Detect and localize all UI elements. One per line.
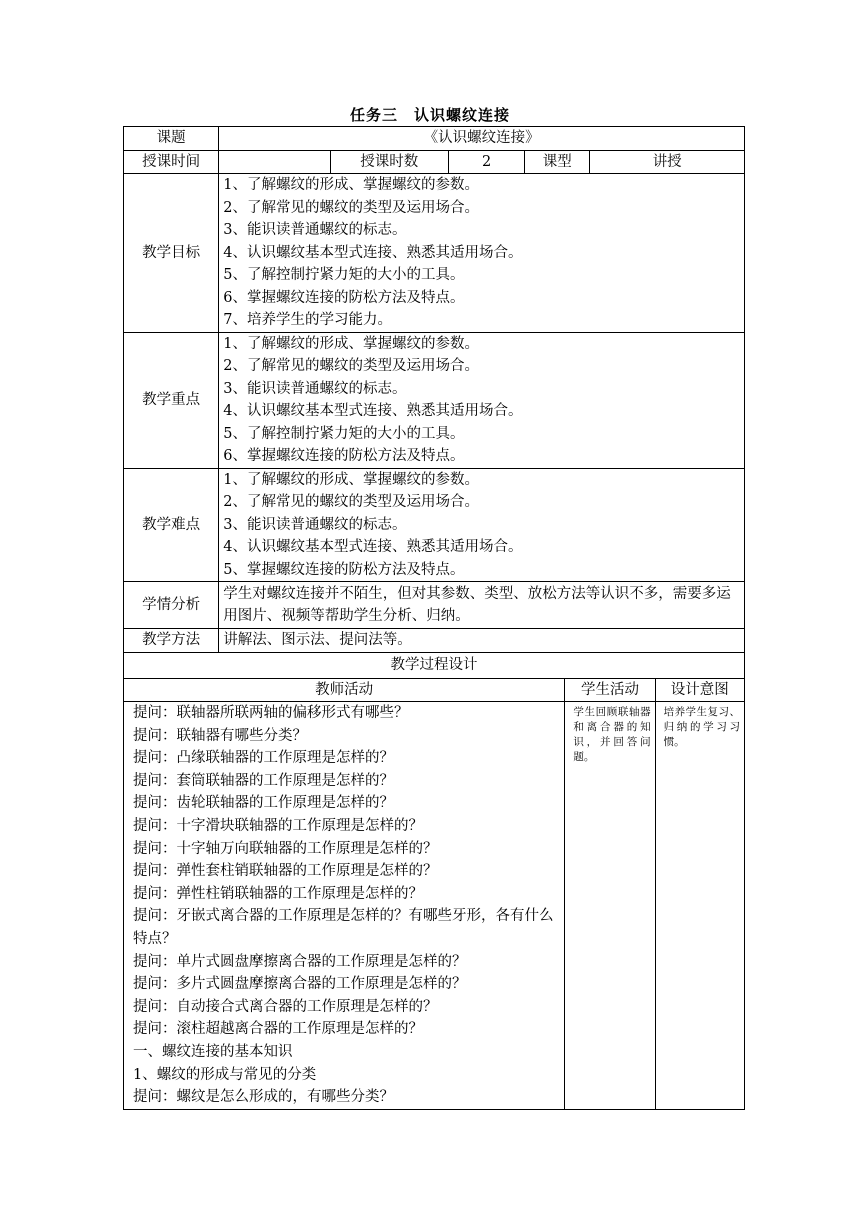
course-label: 课题 [124, 127, 219, 151]
key-point-item: 1、了解螺纹的形成、掌握螺纹的参数。 [223, 335, 480, 352]
key-point-item: 3、能识读普通螺纹的标志。 [223, 380, 407, 397]
key-point-item: 5、了解控制拧紧力矩的大小的工具。 [223, 425, 465, 442]
col-student-header: 学生活动 [565, 678, 655, 702]
methods-label: 教学方法 [124, 629, 219, 653]
hours-label: 授课时数 [330, 150, 448, 174]
teacher-activity-cell [124, 702, 565, 1110]
course-value: 《认识螺纹连接》 [219, 127, 745, 151]
time-value [219, 150, 330, 174]
key-points-list [219, 332, 745, 468]
document-title: 任务三 认识螺纹连接 [349, 106, 510, 124]
teacher-line: 提问：凸缘联轴器的工作原理是怎样的？ [133, 750, 394, 767]
teacher-line: 提问：自动接合式离合器的工作原理是怎样的？ [133, 998, 438, 1015]
hours-value: 2 [448, 150, 524, 174]
student-activity-cell: 学生回顾联轴器和离合器的知识，并回答问题。 [565, 702, 655, 1110]
teacher-line: 提问：十字轴万向联轴器的工作原理是怎样的？ [133, 840, 438, 857]
process-heading: 教学过程设计 [124, 652, 745, 678]
difficulty-item: 3、能识读普通螺纹的标志。 [223, 516, 407, 533]
objectives-label: 教学目标 [124, 174, 219, 333]
teacher-line: 提问：十字滑块联轴器的工作原理是怎样的？ [133, 817, 423, 834]
lesson-plan-table [123, 126, 745, 1110]
objective-item: 1、了解螺纹的形成、掌握螺纹的参数。 [223, 177, 480, 193]
teacher-line: 提问：单片式圆盘摩擦离合器的工作原理是怎样的？ [133, 953, 467, 970]
teacher-line: 提问：套筒联轴器的工作原理是怎样的？ [133, 772, 394, 789]
objective-item: 3、能识读普通螺纹的标志。 [223, 222, 407, 238]
key-point-item: 6、掌握螺纹连接的防松方法及特点。 [223, 448, 465, 464]
teacher-line: 一、螺纹连接的基本知识 [133, 1043, 293, 1060]
objective-item: 2、了解常见的螺纹的类型及运用场合。 [223, 199, 480, 216]
analysis-text: 学生对螺纹连接并不陌生，但对其参数、类型、放松方法等认识不多，需要多运用图片、视频等帮助学生分析、归纳。 [219, 582, 745, 629]
teacher-line: 提问：多片式圆盘摩擦离合器的工作原理是怎样的？ [133, 976, 467, 993]
key-points-label: 教学重点 [124, 332, 219, 468]
teacher-line: 提问：联轴器所联两轴的偏移形式有哪些？ [133, 705, 409, 721]
teacher-line: 提问：联轴器有哪些分类？ [133, 727, 307, 744]
objectives-list [219, 174, 745, 333]
difficulty-item: 5、掌握螺纹连接的防松方法及特点。 [223, 561, 465, 578]
col-design-header: 设计意图 [655, 678, 744, 702]
type-value: 讲授 [590, 150, 745, 174]
objective-item: 5、了解控制拧紧力矩的大小的工具。 [223, 267, 465, 283]
difficulties-label: 教学难点 [124, 468, 219, 582]
design-intent-cell: 培养学生复习、归纳的学习习惯。 [655, 702, 744, 1110]
teacher-line: 1、螺纹的形成与常见的分类 [133, 1066, 317, 1083]
objective-item: 6、掌握螺纹连接的防松方法及特点。 [223, 289, 465, 306]
type-label: 课型 [525, 150, 590, 174]
objective-item: 4、认识螺纹基本型式连接、熟悉其适用场合。 [223, 244, 523, 261]
teacher-line: 提问：弹性柱销联轴器的工作原理是怎样的？ [133, 885, 423, 902]
objective-item: 7、培养学生的学习能力。 [223, 312, 393, 328]
difficulty-item: 1、了解螺纹的形成、掌握螺纹的参数。 [223, 471, 480, 488]
teacher-line: 提问：牙嵌式离合器的工作原理是怎样的？有哪些牙形，各有什么特点？ [133, 908, 554, 947]
teacher-line: 提问：弹性套柱销联轴器的工作原理是怎样的？ [133, 863, 438, 880]
time-label: 授课时间 [124, 150, 219, 174]
col-teacher-header: 教师活动 [124, 678, 565, 702]
key-point-item: 4、认识螺纹基本型式连接、熟悉其适用场合。 [223, 403, 523, 419]
analysis-label: 学情分析 [124, 582, 219, 629]
methods-text: 讲解法、图示法、提问法等。 [219, 629, 745, 653]
difficulty-item: 4、认识螺纹基本型式连接、熟悉其适用场合。 [223, 539, 523, 555]
difficulties-list [219, 468, 745, 582]
teacher-line: 提问：螺纹是怎么形成的，有哪些分类？ [133, 1089, 394, 1106]
key-point-item: 2、了解常见的螺纹的类型及运用场合。 [223, 358, 480, 374]
teacher-line: 提问：齿轮联轴器的工作原理是怎样的？ [133, 795, 394, 812]
teacher-line: 提问：滚柱超越离合器的工作原理是怎样的？ [133, 1021, 423, 1038]
difficulty-item: 2、了解常见的螺纹的类型及运用场合。 [223, 494, 480, 510]
